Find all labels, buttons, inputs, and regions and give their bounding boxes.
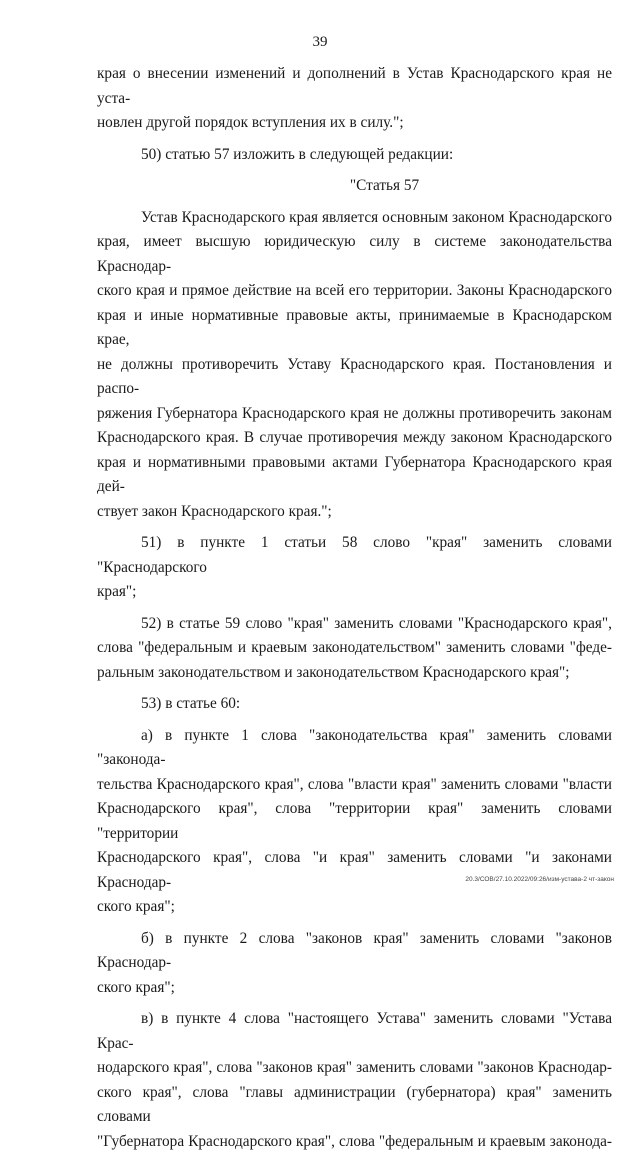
subitem-b: б) в пункте 2 слова "законов края" заменить словами "законов Краснодар-	[97, 927, 612, 976]
amendment-item-50: 50) статью 57 изложить в следующей редакции:	[97, 143, 612, 168]
article-title: "Статья 57	[97, 174, 612, 199]
text-line: "Губернатора Краснодарского края", слова "федеральным и краевым законода-	[97, 1130, 612, 1154]
document-body	[97, 62, 612, 1154]
text-line: ствует закон Краснодарского края.";	[97, 500, 612, 525]
page-number: 39	[0, 34, 640, 51]
text-line: Устав Краснодарского края является основным законом Краснодарского	[97, 206, 612, 231]
text-line: Краснодарского края. В случае противоречия между законом Краснодарского	[97, 426, 612, 451]
text-line: ского края", слова "главы администрации (губернатора) края" заменить словами	[97, 1081, 612, 1130]
text-line: края и иные нормативные правовые акты, принимаемые в Краснодарском крае,	[97, 304, 612, 353]
text-line: края, имеет высшую юридическую силу в системе законодательства Краснодар-	[97, 230, 612, 279]
text-line: тельства Краснодарского края", слова "власти края" заменить словами "власти	[97, 773, 612, 798]
text-line: ральным законодательством и законодательством Краснодарского края";	[97, 661, 612, 686]
text-line: ского края";	[97, 976, 612, 1001]
text-line: края";	[97, 580, 612, 605]
text-line: слова "федеральным и краевым законодательством" заменить словами "феде-	[97, 636, 612, 661]
footer-document-code: 20.3/СОВ/27.10.2022/09:26/изм-устава-2 чт-закон	[465, 876, 614, 883]
amendment-item-53: 53) в статье 60:	[97, 692, 612, 717]
amendment-item-52: 52) в статье 59 слово "края" заменить словами "Краснодарского края",	[97, 612, 612, 637]
subitem-v: в) в пункте 4 слова "настоящего Устава" заменить словами "Устава Крас-	[97, 1007, 612, 1056]
amendment-item-51: 51) в пункте 1 статьи 58 слово "края" заменить словами "Краснодарского	[97, 531, 612, 580]
subitem-a: а) в пункте 1 слова "законодательства края" заменить словами "законода-	[97, 724, 612, 773]
text-line: нодарского края", слова "законов края" заменить словами "законов Краснодар-	[97, 1056, 612, 1081]
text-line: ского края и прямое действие на всей его территории. Законы Краснодарского	[97, 279, 612, 304]
text-line: новлен другой порядок вступления их в силу.";	[97, 111, 612, 136]
text-line: края о внесении изменений и дополнений в Устав Краснодарского края не уста-	[97, 62, 612, 111]
text-line: не должны противоречить Уставу Краснодарского края. Постановления и распо-	[97, 353, 612, 402]
text-line: Краснодарского края", слова "и края" заменить словами "и законами Краснодар-	[97, 846, 612, 895]
text-line: ского края";	[97, 895, 612, 920]
text-line: Краснодарского края", слова "территории края" заменить словами "территории	[97, 797, 612, 846]
text-line: ряжения Губернатора Краснодарского края не должны противоречить законам	[97, 402, 612, 427]
text-line: края и нормативными правовыми актами Губернатора Краснодарского края дей-	[97, 451, 612, 500]
